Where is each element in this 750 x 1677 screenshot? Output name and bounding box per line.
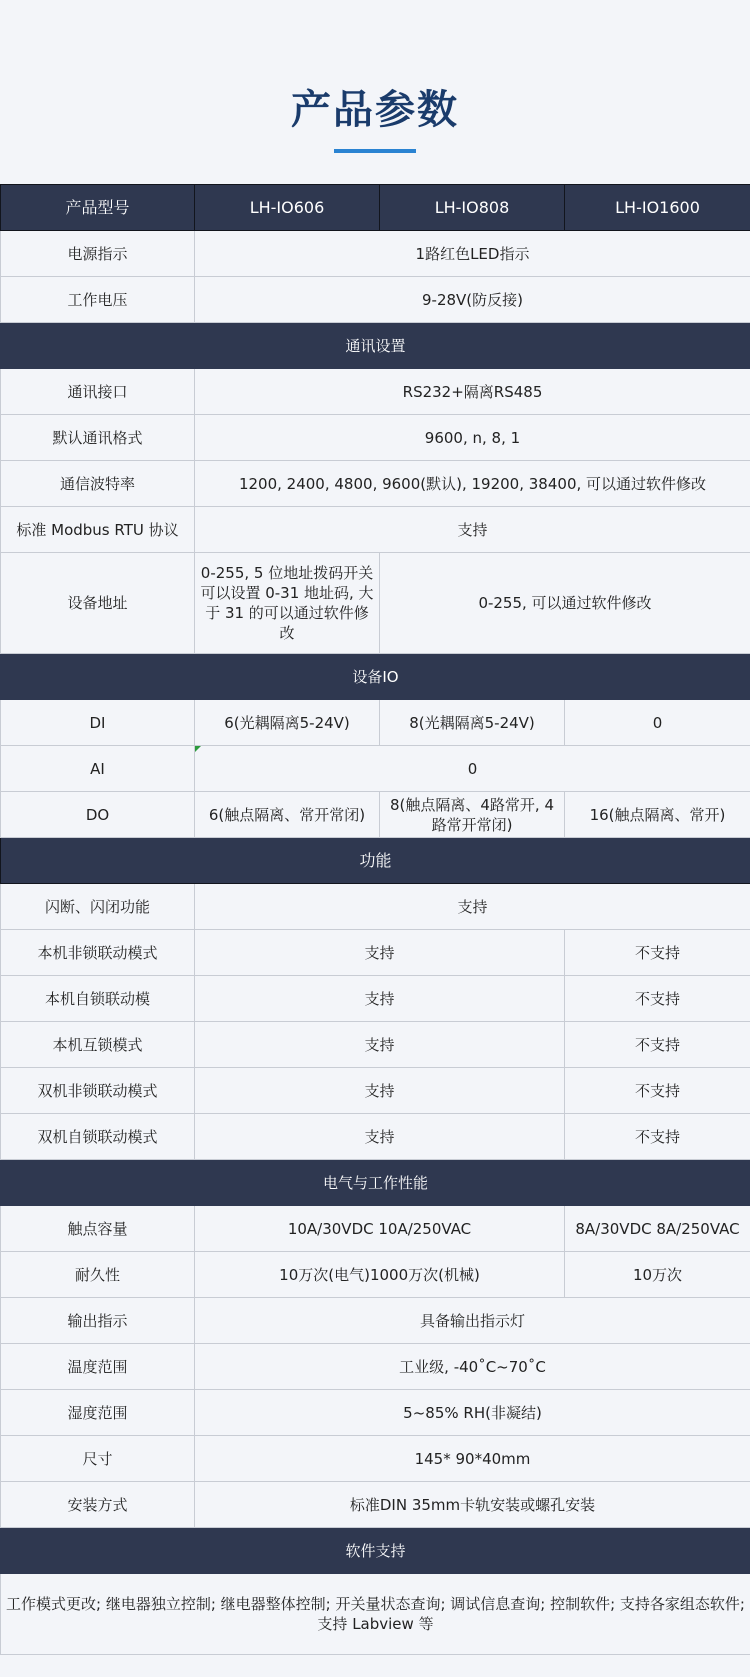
io1600-support-value: 不支持 — [565, 1068, 750, 1114]
row-label: 本机非锁联动模式 — [1, 930, 195, 976]
row-label: 本机自锁联动模 — [1, 976, 195, 1022]
models-header-row — [1, 185, 750, 231]
row-label: 温度范围 — [1, 1344, 195, 1390]
func-row — [1, 1022, 750, 1068]
io1600-support-value: 不支持 — [565, 976, 750, 1022]
row-value: 145* 90*40mm — [195, 1436, 750, 1482]
section-soft-row — [1, 1528, 750, 1574]
di-row — [1, 700, 750, 746]
support-value: 支持 — [195, 1068, 565, 1114]
address-row — [1, 553, 750, 654]
contact-value-b: 8A/30VDC 8A/250VAC — [565, 1206, 750, 1252]
address-others-value: 0-255, 可以通过软件修改 — [380, 553, 750, 654]
support-value: 支持 — [195, 1114, 565, 1160]
row-label: 通讯接口 — [1, 369, 195, 415]
title-underline — [334, 149, 416, 153]
row-label: 工作电压 — [1, 277, 195, 323]
corner-marker — [195, 746, 201, 752]
row-value: 标准DIN 35mm卡轨安装或螺孔安装 — [195, 1482, 750, 1528]
func-row — [1, 1114, 750, 1160]
section-elec-row — [1, 1160, 750, 1206]
row-value: 1路红色LED指示 — [195, 231, 750, 277]
flash-row — [1, 884, 750, 930]
di-io808-value: 8(光耦隔离5-24V) — [380, 700, 565, 746]
page-title: 产品参数 — [291, 87, 459, 133]
section-func-row — [1, 838, 750, 884]
durability-value-a: 10万次(电气)1000万次(机械) — [195, 1252, 565, 1298]
row-value: RS232+隔离RS485 — [195, 369, 750, 415]
models-header-label: 产品型号 — [1, 185, 195, 231]
software-value: 工作模式更改; 继电器独立控制; 继电器整体控制; 开关量状态查询; 调试信息查询; 控制软件; 支持各家组态软件; 支持 Labview 等 — [1, 1574, 750, 1655]
row-label: 双机非锁联动模式 — [1, 1068, 195, 1114]
row-value: 工业级, -40˚C~70˚C — [195, 1344, 750, 1390]
io1600-support-value: 不支持 — [565, 1022, 750, 1068]
row-value: 具备输出指示灯 — [195, 1298, 750, 1344]
address-io606-value: 0-255, 5 位地址拨码开关可以设置 0-31 地址码, 大于 31 的可以通过软件修改 — [195, 553, 380, 654]
page-header — [0, 0, 750, 184]
row-label: 安装方式 — [1, 1482, 195, 1528]
support-value: 支持 — [195, 1022, 565, 1068]
model-io808: LH-IO808 — [380, 185, 565, 231]
do-io606-value: 6(触点隔离、常开常闭) — [195, 792, 380, 838]
row-value: 支持 — [195, 884, 750, 930]
row-value: 支持 — [195, 507, 750, 553]
default-format-row — [1, 415, 750, 461]
baud-rate-row — [1, 461, 750, 507]
section-title: 通讯设置 — [1, 323, 750, 369]
row-label: 湿度范围 — [1, 1390, 195, 1436]
section-title: 设备IO — [1, 654, 750, 700]
support-value: 支持 — [195, 930, 565, 976]
row-value: 9600, n, 8, 1 — [195, 415, 750, 461]
section-io-row — [1, 654, 750, 700]
model-io606: LH-IO606 — [195, 185, 380, 231]
row-label: 尺寸 — [1, 1436, 195, 1482]
section-title: 电气与工作性能 — [1, 1160, 750, 1206]
row-label: 输出指示 — [1, 1298, 195, 1344]
durability-row — [1, 1252, 750, 1298]
row-value: 5~85% RH(非凝结) — [195, 1390, 750, 1436]
power-indicator-row — [1, 231, 750, 277]
spec-table — [0, 184, 750, 1655]
row-label: 标准 Modbus RTU 协议 — [1, 507, 195, 553]
ai-value-cell — [195, 746, 750, 792]
contact-value-a: 10A/30VDC 10A/250VAC — [195, 1206, 565, 1252]
row-label: 默认通讯格式 — [1, 415, 195, 461]
section-comm-row — [1, 323, 750, 369]
contact-row — [1, 1206, 750, 1252]
size-row — [1, 1436, 750, 1482]
io1600-support-value: 不支持 — [565, 930, 750, 976]
voltage-row — [1, 277, 750, 323]
mount-row — [1, 1482, 750, 1528]
func-row — [1, 976, 750, 1022]
func-row — [1, 1068, 750, 1114]
support-value: 支持 — [195, 976, 565, 1022]
row-label: 本机互锁模式 — [1, 1022, 195, 1068]
output-indicator-row — [1, 1298, 750, 1344]
modbus-row — [1, 507, 750, 553]
software-row — [1, 1574, 750, 1655]
temperature-row — [1, 1344, 750, 1390]
row-label: 双机自锁联动模式 — [1, 1114, 195, 1160]
di-io606-value: 6(光耦隔离5-24V) — [195, 700, 380, 746]
func-row — [1, 930, 750, 976]
do-io808-value: 8(触点隔离、4路常开, 4路常开常闭) — [380, 792, 565, 838]
io1600-support-value: 不支持 — [565, 1114, 750, 1160]
interface-row — [1, 369, 750, 415]
do-io1600-value: 16(触点隔离、常开) — [565, 792, 750, 838]
row-label: DO — [1, 792, 195, 838]
section-title: 软件支持 — [1, 1528, 750, 1574]
section-title: 功能 — [1, 838, 750, 884]
row-label: 通信波特率 — [1, 461, 195, 507]
humidity-row — [1, 1390, 750, 1436]
row-value: 1200, 2400, 4800, 9600(默认), 19200, 38400, 可以通过软件修改 — [195, 461, 750, 507]
ai-row — [1, 746, 750, 792]
do-row — [1, 792, 750, 838]
row-label: DI — [1, 700, 195, 746]
model-io1600: LH-IO1600 — [565, 185, 750, 231]
row-label: 设备地址 — [1, 553, 195, 654]
row-label: 闪断、闪闭功能 — [1, 884, 195, 930]
row-value: 9-28V(防反接) — [195, 277, 750, 323]
durability-value-b: 10万次 — [565, 1252, 750, 1298]
row-label: AI — [1, 746, 195, 792]
row-value: 0 — [467, 759, 478, 778]
row-label: 电源指示 — [1, 231, 195, 277]
di-io1600-value: 0 — [565, 700, 750, 746]
row-label: 触点容量 — [1, 1206, 195, 1252]
row-label: 耐久性 — [1, 1252, 195, 1298]
